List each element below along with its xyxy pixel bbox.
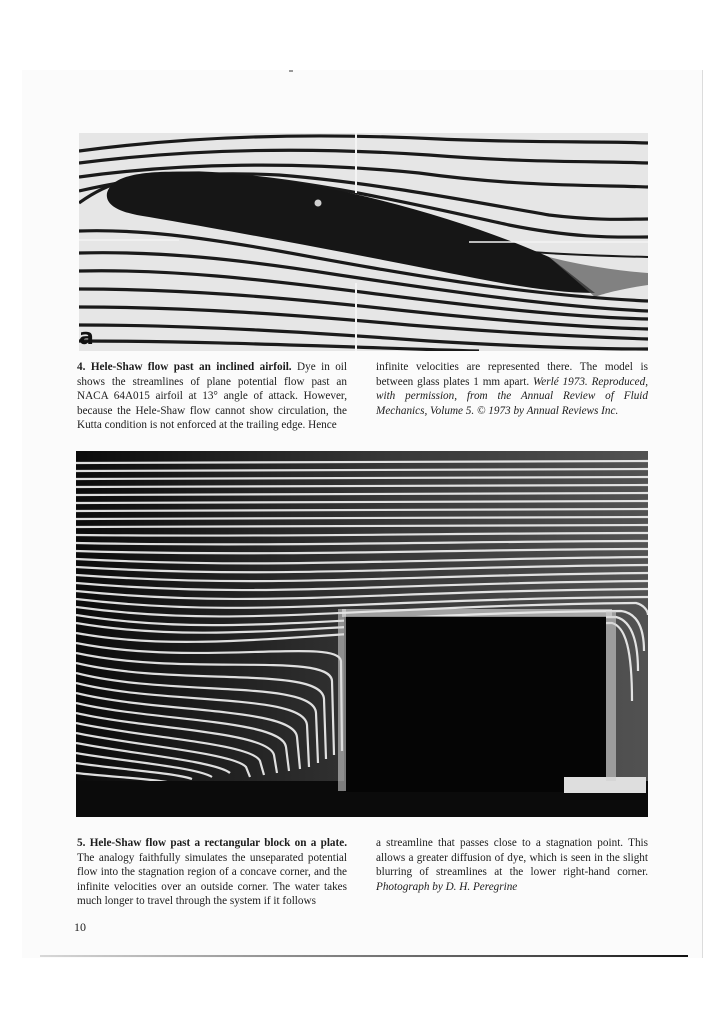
caption-4-credit: Werlé 1973. Reproduced, with permission, from the Annual Review of Fluid Mechanics, Volume 5. © 1973 by Annual Reviews Inc. (376, 375, 649, 417)
caption-5-number: 5. (77, 837, 86, 849)
caption-5-credit: Photograph by D. H. Peregrine (376, 880, 518, 893)
caption-5-body-right: a streamline that passes close to a stagnation point. This allows a greater diffusion of dye, which is seen in the slight blurring of streamlines at the lower right-hand corner. (376, 837, 648, 879)
page-number: 10 (74, 920, 86, 934)
figure-5-caption-right (376, 836, 648, 894)
figure-4-caption-left (77, 360, 347, 433)
scan-speck (289, 70, 293, 72)
airfoil-streamlines-graphic (79, 133, 648, 351)
figure-5-block-photo (76, 451, 648, 817)
panel-label-a: a (79, 325, 94, 350)
figure-4-caption-right (376, 360, 648, 418)
page-bottom-rule (40, 955, 688, 957)
block-streamlines-graphic (76, 451, 648, 817)
figure-4-airfoil-photo (79, 133, 648, 351)
caption-4-body-right: infinite velocities are represented there. The model is between glass plates 1 mm apart. (376, 361, 648, 388)
caption-5-body-left: The analogy faithfully simulates the unseparated potential flow into the stagnation region of a concave corner, and the infinite velocities over an outside corner. The water takes much longer to travel through the system if it follows (77, 851, 347, 908)
caption-4-number: 4. (77, 361, 86, 373)
caption-4-body-left: Dye in oil shows the streamlines of plane potential flow past an NACA 64A015 airfoil at 13° angle of attack. However, because the Hele-Shaw flow cannot show circulation, the Kutta condition is not enforced at the trailing edge. Hence (77, 361, 348, 432)
figure-5-caption-left (77, 836, 347, 909)
caption-4-title: Hele-Shaw flow past an inclined airfoil. (90, 361, 292, 373)
caption-5-title: Hele-Shaw flow past a rectangular block on a plate. (89, 837, 348, 849)
